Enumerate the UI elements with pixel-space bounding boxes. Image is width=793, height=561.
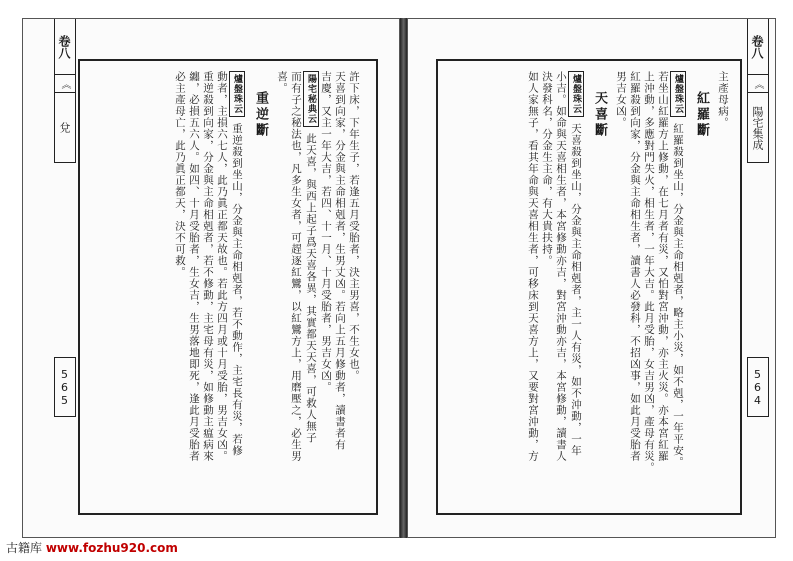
source-label-box: 爐盤珠云 xyxy=(568,71,584,117)
text-column: 必主產母亡，此乃眞正都天，決不可救。 xyxy=(174,71,186,278)
source-label-box: 陽宅秘典云 xyxy=(303,71,319,127)
note-text: 此天喜，與西上起子爲天喜各異，其實都天天喜，可救人無子 xyxy=(305,133,317,444)
right-tab-arrow-icon: 《 xyxy=(747,75,769,93)
right-section-tab: 陽宅集成 xyxy=(747,93,769,163)
note-column xyxy=(229,71,245,487)
left-page xyxy=(22,18,400,538)
note-text: 紅羅殺到坐山，分金與主命相剋者，略主小災，如不剋，一年平安。 xyxy=(672,123,684,468)
left-tab-arrow-icon: 《 xyxy=(54,75,76,93)
text-column: 吉慶，又主一年大吉，若四、十一月、十月受胎者，男吉女凶。 xyxy=(320,71,332,393)
text-column: 喜。 xyxy=(276,71,288,94)
text-column: 天喜到向家，分金與主命相剋者，生男丈凶。若向上五月修動者，讀書者有 xyxy=(334,71,346,451)
watermark-label: 古籍库 xyxy=(6,541,43,555)
text-column: 纏，必損五六人。如四、十月受胎者，生女吉，生男落地即死，逢此月受胎者 xyxy=(188,71,200,462)
text-column: 上沖動，多應對門失火，相生者，一年大吉。此月受胎，女吉男凶，產母有災。 xyxy=(643,71,655,474)
note-text: 天喜殺到坐山，分金與主命相剋者，主一人有災，如不沖動，一年 xyxy=(570,123,582,457)
right-page xyxy=(407,18,776,538)
text-column: 主產母病。 xyxy=(717,71,729,129)
watermark-site-link[interactable]: www.fozhu920.com xyxy=(45,541,178,555)
text-column: 許下床，下年生子，若逢五月受胎者，決主男喜，不生女也。 xyxy=(348,71,360,382)
text-column: 決發科名，分金生主命，有大貴扶持。 xyxy=(541,71,553,267)
section-heading: 重逆斷 xyxy=(253,91,268,139)
book-spread xyxy=(22,18,776,538)
left-section-tab: 兌 xyxy=(54,93,76,163)
section-heading: 天喜斷 xyxy=(592,91,607,139)
note-column xyxy=(303,71,319,487)
left-page-number: 565 xyxy=(54,357,76,417)
right-page-text xyxy=(452,71,730,487)
text-column: 如人家無子，看其年命與天喜相生者，可移床到天喜方上，又要對宮沖動，方 xyxy=(527,71,539,462)
note-column xyxy=(670,71,686,487)
source-label-box: 爐盤珠云 xyxy=(229,71,245,117)
source-label-box: 爐盤珠云 xyxy=(670,71,686,117)
text-column: 小吉。如命與天喜相生者，本宮修動亦吉，對宮沖動亦吉，本宮修動，讀書人 xyxy=(555,71,567,462)
text-column: 動者，主損六七人，此乃眞正都天故也。若此方四月或十月受胎，男吉女凶。 xyxy=(216,71,228,462)
text-column: 重逆殺到向家，分金與主命相剋者，若不修動，主宅母有災，如修動主瘟病來 xyxy=(202,71,214,462)
note-text: 重逆殺到坐山，分金與主命相剋者，若不動作，主宅長有災，若修 xyxy=(231,123,243,457)
text-column: 男吉女凶。 xyxy=(615,71,627,129)
note-column xyxy=(568,71,584,487)
watermark xyxy=(6,539,178,556)
text-column: 而有子之秘法也，凡多生女者，可趕逐紅鸞，以紅鸞方上，用磨壓之，必生男 xyxy=(290,71,302,462)
text-column: 紅羅殺到向家，分金與主命相生者，讀書人必發科，不招凶事，如此月受胎者 xyxy=(629,71,641,462)
right-chapter-tab: 卷八 xyxy=(747,19,769,75)
left-page-text xyxy=(99,71,361,487)
book-gutter xyxy=(400,18,407,538)
text-column: 若坐山紅羅方上修動，在七月者有災，又怕對宮沖動，亦主火災。亦本宮紅羅 xyxy=(657,71,669,462)
left-chapter-tab: 卷八 xyxy=(54,19,76,75)
right-page-number: 564 xyxy=(747,357,769,417)
section-heading: 紅羅斷 xyxy=(694,91,709,139)
